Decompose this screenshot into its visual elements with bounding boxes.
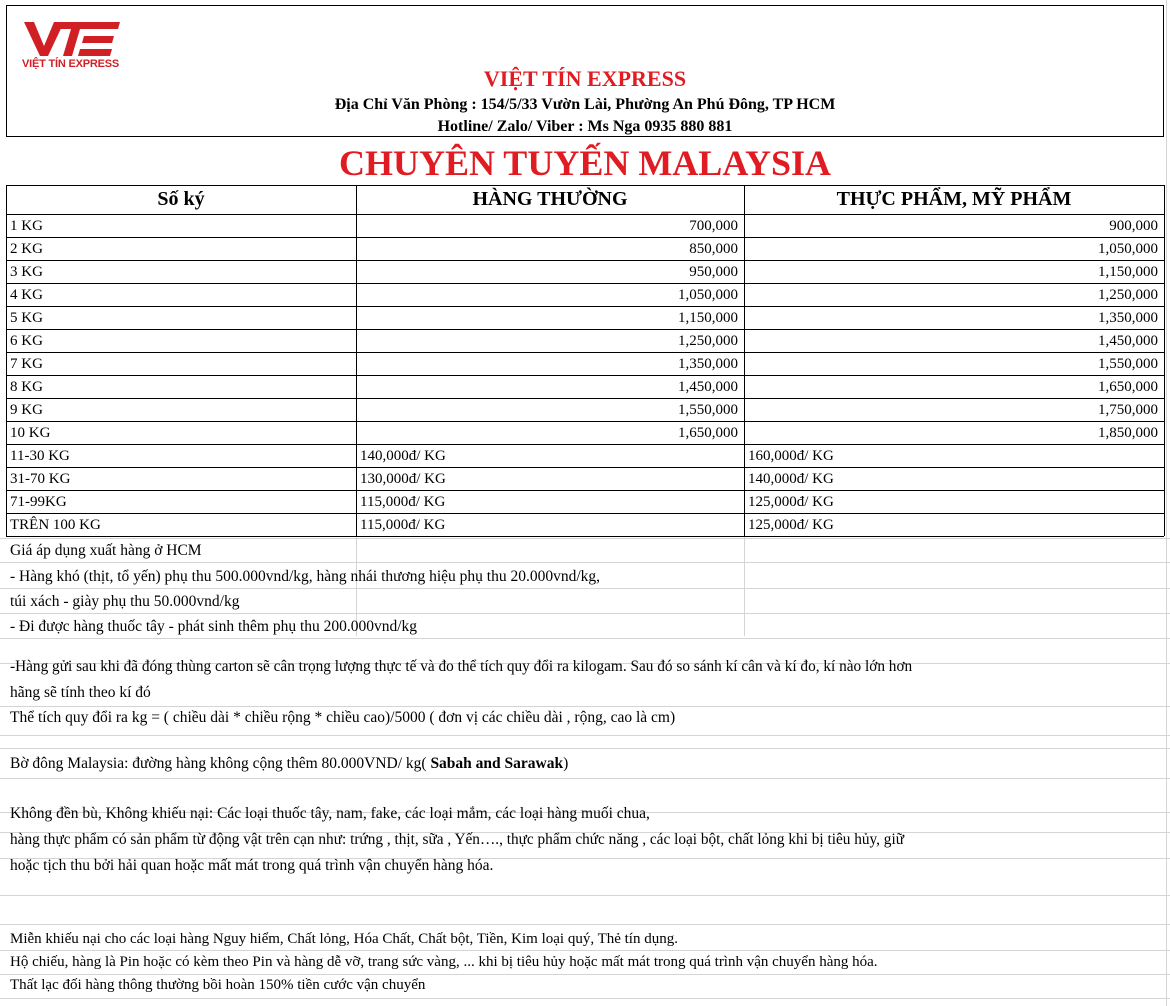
- note-volume-1: -Hàng gửi sau khi đã đóng thùng carton sẽ cân trọng lượng thực tế và đo thể tích quy đổi ra kilogam. Sau đó so sánh kí cân và kí đo, kí nào lớn hơn: [10, 658, 913, 675]
- grid-line: [0, 924, 1170, 925]
- regular-price-cell: 1,050,000: [678, 287, 738, 303]
- food-cosmetic-price-cell: 160,000đ/ KG: [748, 448, 834, 464]
- weight-cell: 4 KG: [10, 287, 43, 303]
- note-exempt-3: Thất lạc đối hàng thông thường bồi hoàn 150% tiền cước vận chuyển: [10, 977, 426, 993]
- weight-cell: 5 KG: [10, 310, 43, 326]
- table-border: [6, 467, 1164, 468]
- note-exempt-1: Miễn khiếu nại cho các loại hàng Nguy hiểm, Chất lỏng, Hóa Chất, Chất bột, Tiền, Kim loại quý, Thẻ tín dụng.: [10, 931, 678, 947]
- east-prefix: Bờ đông Malaysia: đường hàng không cộng thêm 80.000VND/ kg(: [10, 755, 431, 772]
- table-header-cell: Số ký: [157, 188, 205, 210]
- hotline: Hotline/ Zalo/ Viber : Ms Nga 0935 880 881: [437, 118, 733, 135]
- grid-line: [0, 588, 1170, 589]
- regular-price-cell: 1,350,000: [678, 356, 738, 372]
- note-volume-2: hãng sẽ tính theo kí đó: [10, 684, 151, 701]
- weight-cell: 2 KG: [10, 241, 43, 257]
- note-no-comp-3: hoặc tịch thu bởi hải quan hoặc mất mát trong quá trình vận chuyển hàng hóa.: [10, 857, 494, 874]
- food-cosmetic-price-cell: 1,850,000: [1098, 425, 1158, 441]
- note-surcharge-1: - Hàng khó (thịt, tổ yến) phụ thu 500.000vnd/kg, hàng nhái thương hiệu phụ thu 20.000vnd/kg,: [10, 568, 601, 585]
- regular-price-cell: 1,450,000: [678, 379, 738, 395]
- food-cosmetic-price-cell: 1,350,000: [1098, 310, 1158, 326]
- grid-line: [0, 613, 1170, 614]
- regular-price-cell: 1,650,000: [678, 425, 738, 441]
- regular-price-cell: 140,000đ/ KG: [360, 448, 446, 464]
- grid-line: [0, 998, 1170, 999]
- food-cosmetic-price-cell: 125,000đ/ KG: [748, 494, 834, 510]
- regular-price-cell: 950,000: [689, 264, 738, 280]
- note-no-comp-2: hàng thực phẩm có sản phẩm từ động vật trên cạn như: trứng , thịt, sữa , Yến…., thực phẩm chức năng , các loại bột, chất lỏng khi bị tiêu hủy, giữ: [10, 831, 904, 848]
- weight-cell: 3 KG: [10, 264, 43, 280]
- note-medicine: - Đi được hàng thuốc tây - phát sinh thêm phụ thu 200.000vnd/kg: [10, 618, 418, 635]
- note-volume-3: Thể tích quy đổi ra kg = ( chiều dài * chiều rộng * chiều cao)/5000 ( đơn vị các chiều dài , rộng, cao là cm): [10, 709, 676, 726]
- logo-subtitle: VIỆT TÍN EXPRESS: [22, 58, 120, 70]
- page-title: CHUYÊN TUYẾN MALAYSIA: [338, 143, 832, 183]
- grid-line: [0, 562, 1170, 563]
- food-cosmetic-price-cell: 1,650,000: [1098, 379, 1158, 395]
- table-border: [6, 536, 1164, 537]
- table-header-cell: HÀNG THƯỜNG: [472, 188, 628, 210]
- note-east-malaysia: [10, 753, 568, 775]
- food-cosmetic-price-cell: 1,450,000: [1098, 333, 1158, 349]
- note-hcm: Giá áp dụng xuất hàng ở HCM: [10, 542, 202, 559]
- food-cosmetic-price-cell: 140,000đ/ KG: [748, 471, 834, 487]
- note-no-comp-1: Không đền bù, Không khiếu nại: Các loại thuốc tây, nam, fake, các loại mắm, các loại hàng muối chua,: [10, 805, 650, 822]
- grid-line: [0, 735, 1170, 736]
- table-border: [6, 444, 1164, 445]
- regular-price-cell: 1,550,000: [678, 402, 738, 418]
- regular-price-cell: 130,000đ/ KG: [360, 471, 446, 487]
- weight-cell: TRÊN 100 KG: [10, 517, 101, 533]
- grid-line: [0, 778, 1170, 779]
- grid-line: [0, 895, 1170, 896]
- grid-line: [0, 638, 1170, 639]
- weight-cell: 7 KG: [10, 356, 43, 372]
- food-cosmetic-price-cell: 1,150,000: [1098, 264, 1158, 280]
- regular-price-cell: 1,250,000: [678, 333, 738, 349]
- table-border: [6, 513, 1164, 514]
- weight-cell: 8 KG: [10, 379, 43, 395]
- table-border: [1164, 185, 1165, 536]
- food-cosmetic-price-cell: 900,000: [1109, 218, 1158, 234]
- regular-price-cell: 850,000: [689, 241, 738, 257]
- weight-cell: 10 KG: [10, 425, 51, 441]
- table-header-cell: THỰC PHẨM, MỸ PHẨM: [836, 188, 1072, 210]
- note-exempt-2: Hộ chiếu, hàng là Pin hoặc có kèm theo Pin và hàng dễ vỡ, trang sức vàng, ... khi bị tiêu hủy hoặc mất mát trong quá trình vận chuyển hàng hóa.: [10, 954, 878, 970]
- grid-line: [0, 748, 1170, 749]
- weight-cell: 1 KG: [10, 218, 43, 234]
- weight-cell: 9 KG: [10, 402, 43, 418]
- note-surcharge-2: túi xách - giày phụ thu 50.000vnd/kg: [10, 593, 240, 610]
- regular-price-cell: 115,000đ/ KG: [360, 517, 446, 533]
- regular-price-cell: 115,000đ/ KG: [360, 494, 446, 510]
- table-border: [6, 185, 1164, 186]
- weight-cell: 31-70 KG: [10, 471, 71, 487]
- regular-price-cell: 1,150,000: [678, 310, 738, 326]
- weight-cell: 11-30 KG: [10, 448, 70, 464]
- food-cosmetic-price-cell: 1,750,000: [1098, 402, 1158, 418]
- food-cosmetic-price-cell: 1,050,000: [1098, 241, 1158, 257]
- table-border: [6, 490, 1164, 491]
- weight-cell: 6 KG: [10, 333, 43, 349]
- grid-line: [744, 536, 745, 636]
- vte-logo-icon: [20, 16, 124, 60]
- food-cosmetic-price-cell: 1,250,000: [1098, 287, 1158, 303]
- east-suffix: ): [563, 755, 569, 772]
- office-address: Địa Chỉ Văn Phòng : 154/5/33 Vườn Lài, Phường An Phú Đông, TP HCM: [334, 96, 836, 113]
- table-border: [6, 185, 7, 536]
- grid-line: [0, 538, 1170, 539]
- food-cosmetic-price-cell: 1,550,000: [1098, 356, 1158, 372]
- weight-cell: 71-99KG: [10, 494, 67, 510]
- company-name: VIỆT TÍN EXPRESS: [483, 66, 687, 91]
- regular-price-cell: 700,000: [689, 218, 738, 234]
- food-cosmetic-price-cell: 125,000đ/ KG: [748, 517, 834, 533]
- east-bold: Sabah and Sarawak: [430, 755, 564, 772]
